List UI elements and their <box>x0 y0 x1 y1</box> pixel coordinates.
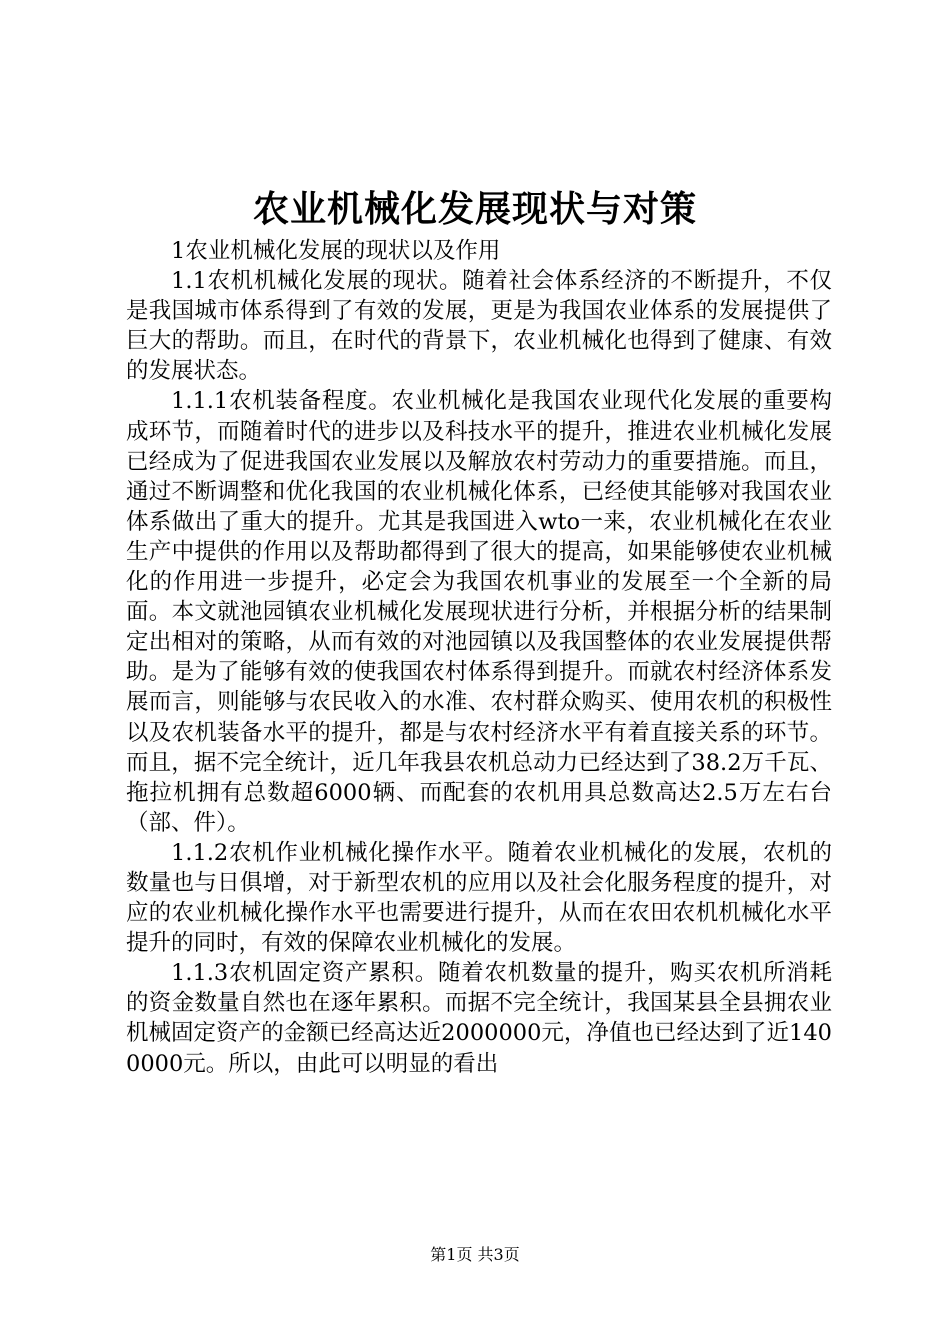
document-body <box>126 236 832 1079</box>
paragraph: 1.1.2农机作业机械化操作水平。随着农业机械化的发展，农机的数量也与日俱增，对于新型农机的应用以及社会化服务程度的提升，对应的农业机械化操作水平也需要进行提升，从而在农田农机机械化水平提升的同时，有效的保障农业机械化的发展。 <box>126 839 832 957</box>
paragraph: 1.1.3农机固定资产累积。随着农机数量的提升，购买农机所消耗的资金数量自然也在逐年累积。而据不完全统计，我国某县全县拥农业机械固定资产的金额已经高达近2000000元，净值也已经达到了近1400000元。所以，由此可以明显的看出 <box>126 960 832 1077</box>
paragraph: 1.1.1农机装备程度。农业机械化是我国农业现代化发展的重要构成环节，而随着时代的进步以及科技水平的提升，推进农业机械化发展已经成为了促进我国农业发展以及解放农村劳动力的重要措施。而且，通过不断调整和优化我国的农业机械化体系，已经使其能够对我国农业体系做出了重大的提升。尤其是我国进入wto一来，农业机械化在农业生产中提供的作用以及帮助都得到了很大的提高，如果能够使农业机械化的作用进一步提升，必定会为我国农机事业的发展至一个全新的局面。本文就池园镇农业机械化发展现状进行分析，并根据分析的结果制定出相对的策略，从而有效的对池园镇以及我国整体的农业发展提供帮助。是为了能够有效的使我国农村体系得到提升。而就农村经济体系发展而言，则能够与农民收入的水准、农村群众购买、使用农机的积极性以及农机装备水平的提升，都是与农村经济水平有着直接关系的环节。而且，据不完全统计，近几年我县农机总动力已经达到了38.2万千瓦、拖拉机拥有总数超6000辆、而配套的农机用具总数高达2.5万左右台（部、件）。 <box>126 388 832 836</box>
section-heading: 1农业机械化发展的现状以及作用 <box>171 238 501 264</box>
paragraph: 1.1农机机械化发展的现状。随着社会体系经济的不断提升，不仅是我国城市体系得到了有效的发展，更是为我国农业体系的发展提供了巨大的帮助。而且，在时代的背景下，农业机械化也得到了健康、有效的发展状态。 <box>126 268 832 385</box>
document-title: 农业机械化发展现状与对策 <box>252 188 697 230</box>
page-footer: 第1页 共3页 <box>430 1245 520 1264</box>
